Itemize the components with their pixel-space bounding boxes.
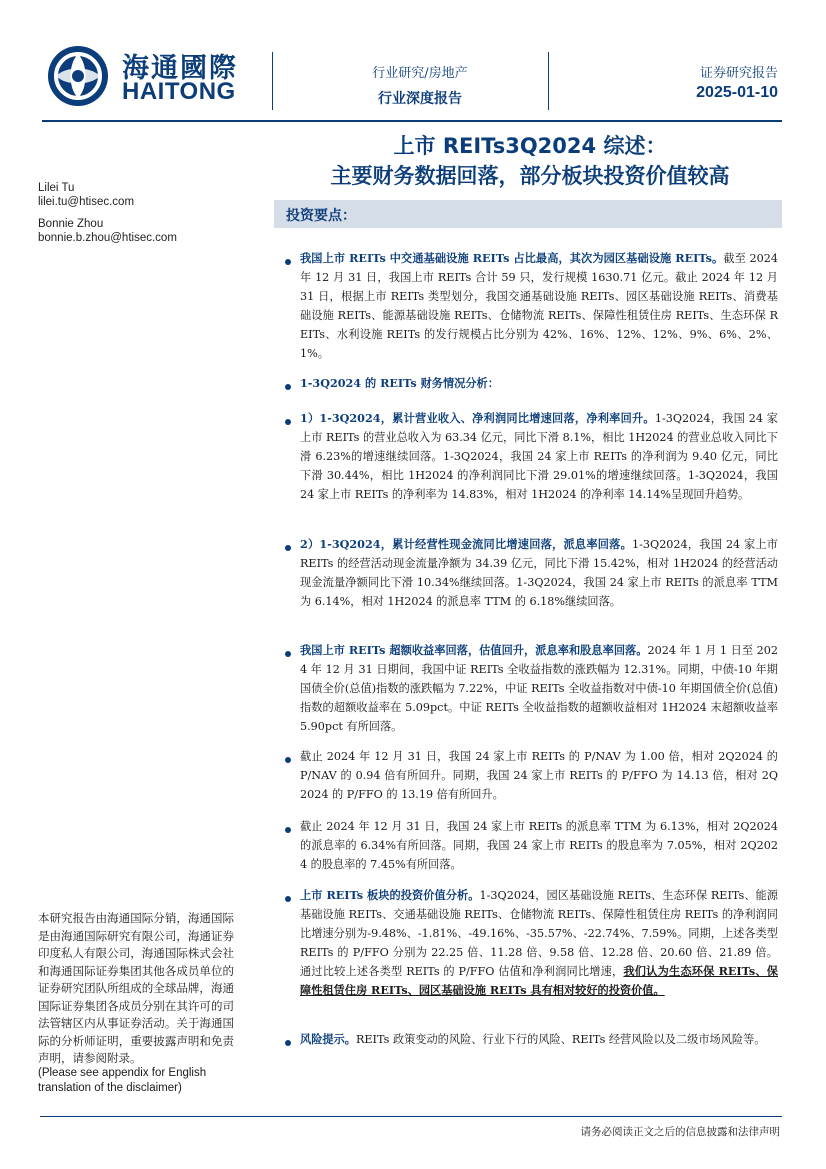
page-title-line2: 主要财务数据回落，部分板块投资价值较高 (330, 164, 730, 188)
key-point (300, 374, 778, 393)
header-divider (548, 52, 549, 110)
key-point-body: REITs 政策变动的风险、行业下行的风险、REITs 经营风险以及二级市场风险等。 (355, 1033, 766, 1046)
bullet-icon (285, 757, 291, 763)
haitong-logo-icon (46, 44, 110, 108)
key-point-body: 截至 2024 年 12 月 31 日，我国上市 REITs 合计 59 只，发行规模 1630.71 亿元。截止 2024 年 12 月 31 日，根据上市 REITs 类型划分，我国交通基础设施 REITs、园区基础设施 REITs、消费基础设施 REITs、能源基础设施 REITs、仓储物流 REITs、保障性租赁住房 REITs、生态环保 REITs、水利设施 REITs 的发行规模占比分别为 42%、16%、12%、12%、9%、6%、2%、1%。 (300, 252, 778, 360)
key-point (300, 1030, 778, 1049)
header-rule (42, 120, 782, 122)
footer-notice: 请务必阅读正文之后的信息披露和法律声明 (580, 1126, 780, 1138)
report-date: 2025-01-10 (696, 84, 778, 101)
bullet-icon (285, 827, 291, 833)
key-point-heading: 上市 REITs 板块的投资价值分析。 (300, 888, 480, 902)
key-point-heading: 1-3Q2024 的 REITs 财务情况分析： (300, 376, 499, 390)
disclaimer-english-note: (Please see appendix for English translation of the disclaimer) (38, 1067, 207, 1094)
key-points-label: 投资要点： (286, 208, 356, 224)
bullet-icon (285, 419, 291, 425)
key-point (300, 535, 778, 611)
bullet-icon (285, 651, 291, 657)
key-point (300, 641, 778, 736)
author-name: Bonnie Zhou (38, 218, 104, 230)
bullet-icon (285, 259, 291, 265)
page-title-line1: 上市 REITs3Q2024 综述： (393, 134, 667, 158)
author-name: Lilei Tu (38, 182, 75, 194)
key-point-body: 1-3Q2024，我国 24 家上市 REITs 的经营活动现金流量净额为 34.39 亿元，同比下滑 15.42%，相对 1H2024 的经营活动现金流量净额同比下滑 10.34%继续回落。1-3Q2024，我国 24 家上市 REITs 的派息率 TTM 为 6.14%，相对 1H2024 的派息率 TTM 的 6.18%继续回落。 (300, 538, 778, 608)
key-point-heading: 风险提示。 (300, 1032, 356, 1046)
bullet-icon (285, 545, 291, 551)
bullet-icon (285, 896, 291, 902)
key-point-heading: 2）1-3Q2024，累计经营性现金流同比增速回落，派息率回落。 (300, 537, 632, 551)
footer-rule (40, 1116, 782, 1117)
report-type: 行业深度报告 (378, 91, 462, 107)
key-point (300, 249, 778, 363)
key-point-conclusion: 我们认为生态环保 REITs、保障性租赁住房 REITs、园区基础设施 REITs 具有相对较好的投资价值。 (300, 964, 778, 997)
bullet-icon (285, 1040, 291, 1046)
key-point-body: 截止 2024 年 12 月 31 日，我国 24 家上市 REITs 的派息率 TTM 为 6.13%，相对 2Q2024 的派息率的 6.34%有所回落。同期，我国 24 家上市 REITs 的股息率为 7.05%，相对 2Q2024 的股息率的 7.45%有所回落。 (300, 820, 778, 871)
header-divider (272, 52, 273, 110)
logo-chinese-text: 海通國際 (122, 53, 238, 84)
key-point-heading: 我国上市 REITs 中交通基础设施 REITs 占比最高，其次为园区基础设施 REITs。 (300, 251, 724, 265)
key-point-body: 1-3Q2024，我国 24 家上市 REITs 的营业总收入为 63.34 亿元，同比下滑 8.1%，相比 1H2024 的营业总收入同比下滑 6.23%的增速继续回落。1-3Q2024，我国 24 家上市 REITs 的净利润为 9.40 亿元，同比下滑 30.44%，相比 1H2024 的净利润同比下滑 29.01%的增速继续回落。1-3Q2024，我国 24 家上市 REITs 的净利率为 14.83%，相对 1H2024 的净利率 14.14%呈现回升趋势。 (300, 412, 778, 501)
logo-english-text: HAITONG (122, 78, 236, 105)
key-point-body: 1-3Q2024，园区基础设施 REITs、生态环保 REITs、能源基础设施 REITs、交通基础设施 REITs、仓储物流 REITs、保障性租赁住房 REITs 的净利润同比增速分别为-9.48%、-1.81%、-49.16%、-35.57%、-22.74%、7.59%。同期，上述各类型 REITs 的 P/FFO 分别为 22.25 倍、11.28 倍、9.58 倍、12.28 倍、20.60 倍、21.89 倍。通过比较上述各类型 REITs 的 P/FFO 估值和净利润同比增速， (300, 889, 778, 978)
key-point (300, 409, 778, 504)
author-email[interactable]: bonnie.b.zhou@htisec.com (38, 232, 177, 244)
key-point (300, 817, 778, 874)
author-email[interactable]: lilei.tu@htisec.com (38, 196, 135, 208)
bullet-icon (285, 384, 291, 390)
key-point-body: 截止 2024 年 12 月 31 日，我国 24 家上市 REITs 的 P/NAV 为 1.00 倍，相对 2Q2024 的 P/NAV 的 0.94 倍有所回升。同期，我国 24 家上市 REITs 的 P/FFO 为 14.13 倍，相对 2Q2024 的 P/FFO 的 13.19 倍有所回升。 (300, 750, 778, 801)
key-point-body: 2024 年 1 月 1 日至 2024 年 12 月 31 日期间，我国中证 REITs 全收益指数的涨跌幅为 12.31%。同期，中债-10 年期国债全价(总值)指数的涨跌幅为 7.22%，中证 REITs 全收益指数对中债-10 年期国债全价(总值)指数的超额收益率在 5.09pct。中证 REITs 全收益指数的超额收益相对 1H2024 末超额收益率 5.90pct 有所回落。 (300, 644, 778, 733)
key-point (300, 886, 778, 1000)
key-point-heading: 1）1-3Q2024，累计营业收入、净利润同比增速回落，净利率回升。 (300, 411, 655, 425)
disclaimer-text: 本研究报告由海通国际分销，海通国际是由海通国际研究有限公司，海通证券印度私人有限公司，海通国际株式会社和海通国际证券集团其他各成员单位的证券研究团队所组成的全球品牌，海通国际证券集团各成员分别在其许可的司法管辖区内从事证券活动。关于海通国际的分析师证明，重要披露声明和免责声明，请参阅附录。 (38, 911, 234, 1065)
key-point-heading: 我国上市 REITs 超额收益率回落，估值回升，派息率和股息率回落。 (300, 643, 648, 657)
brand-label: 证券研究报告 (699, 66, 778, 81)
report-category: 行业研究/房地产 (372, 66, 468, 81)
key-point (300, 747, 778, 804)
